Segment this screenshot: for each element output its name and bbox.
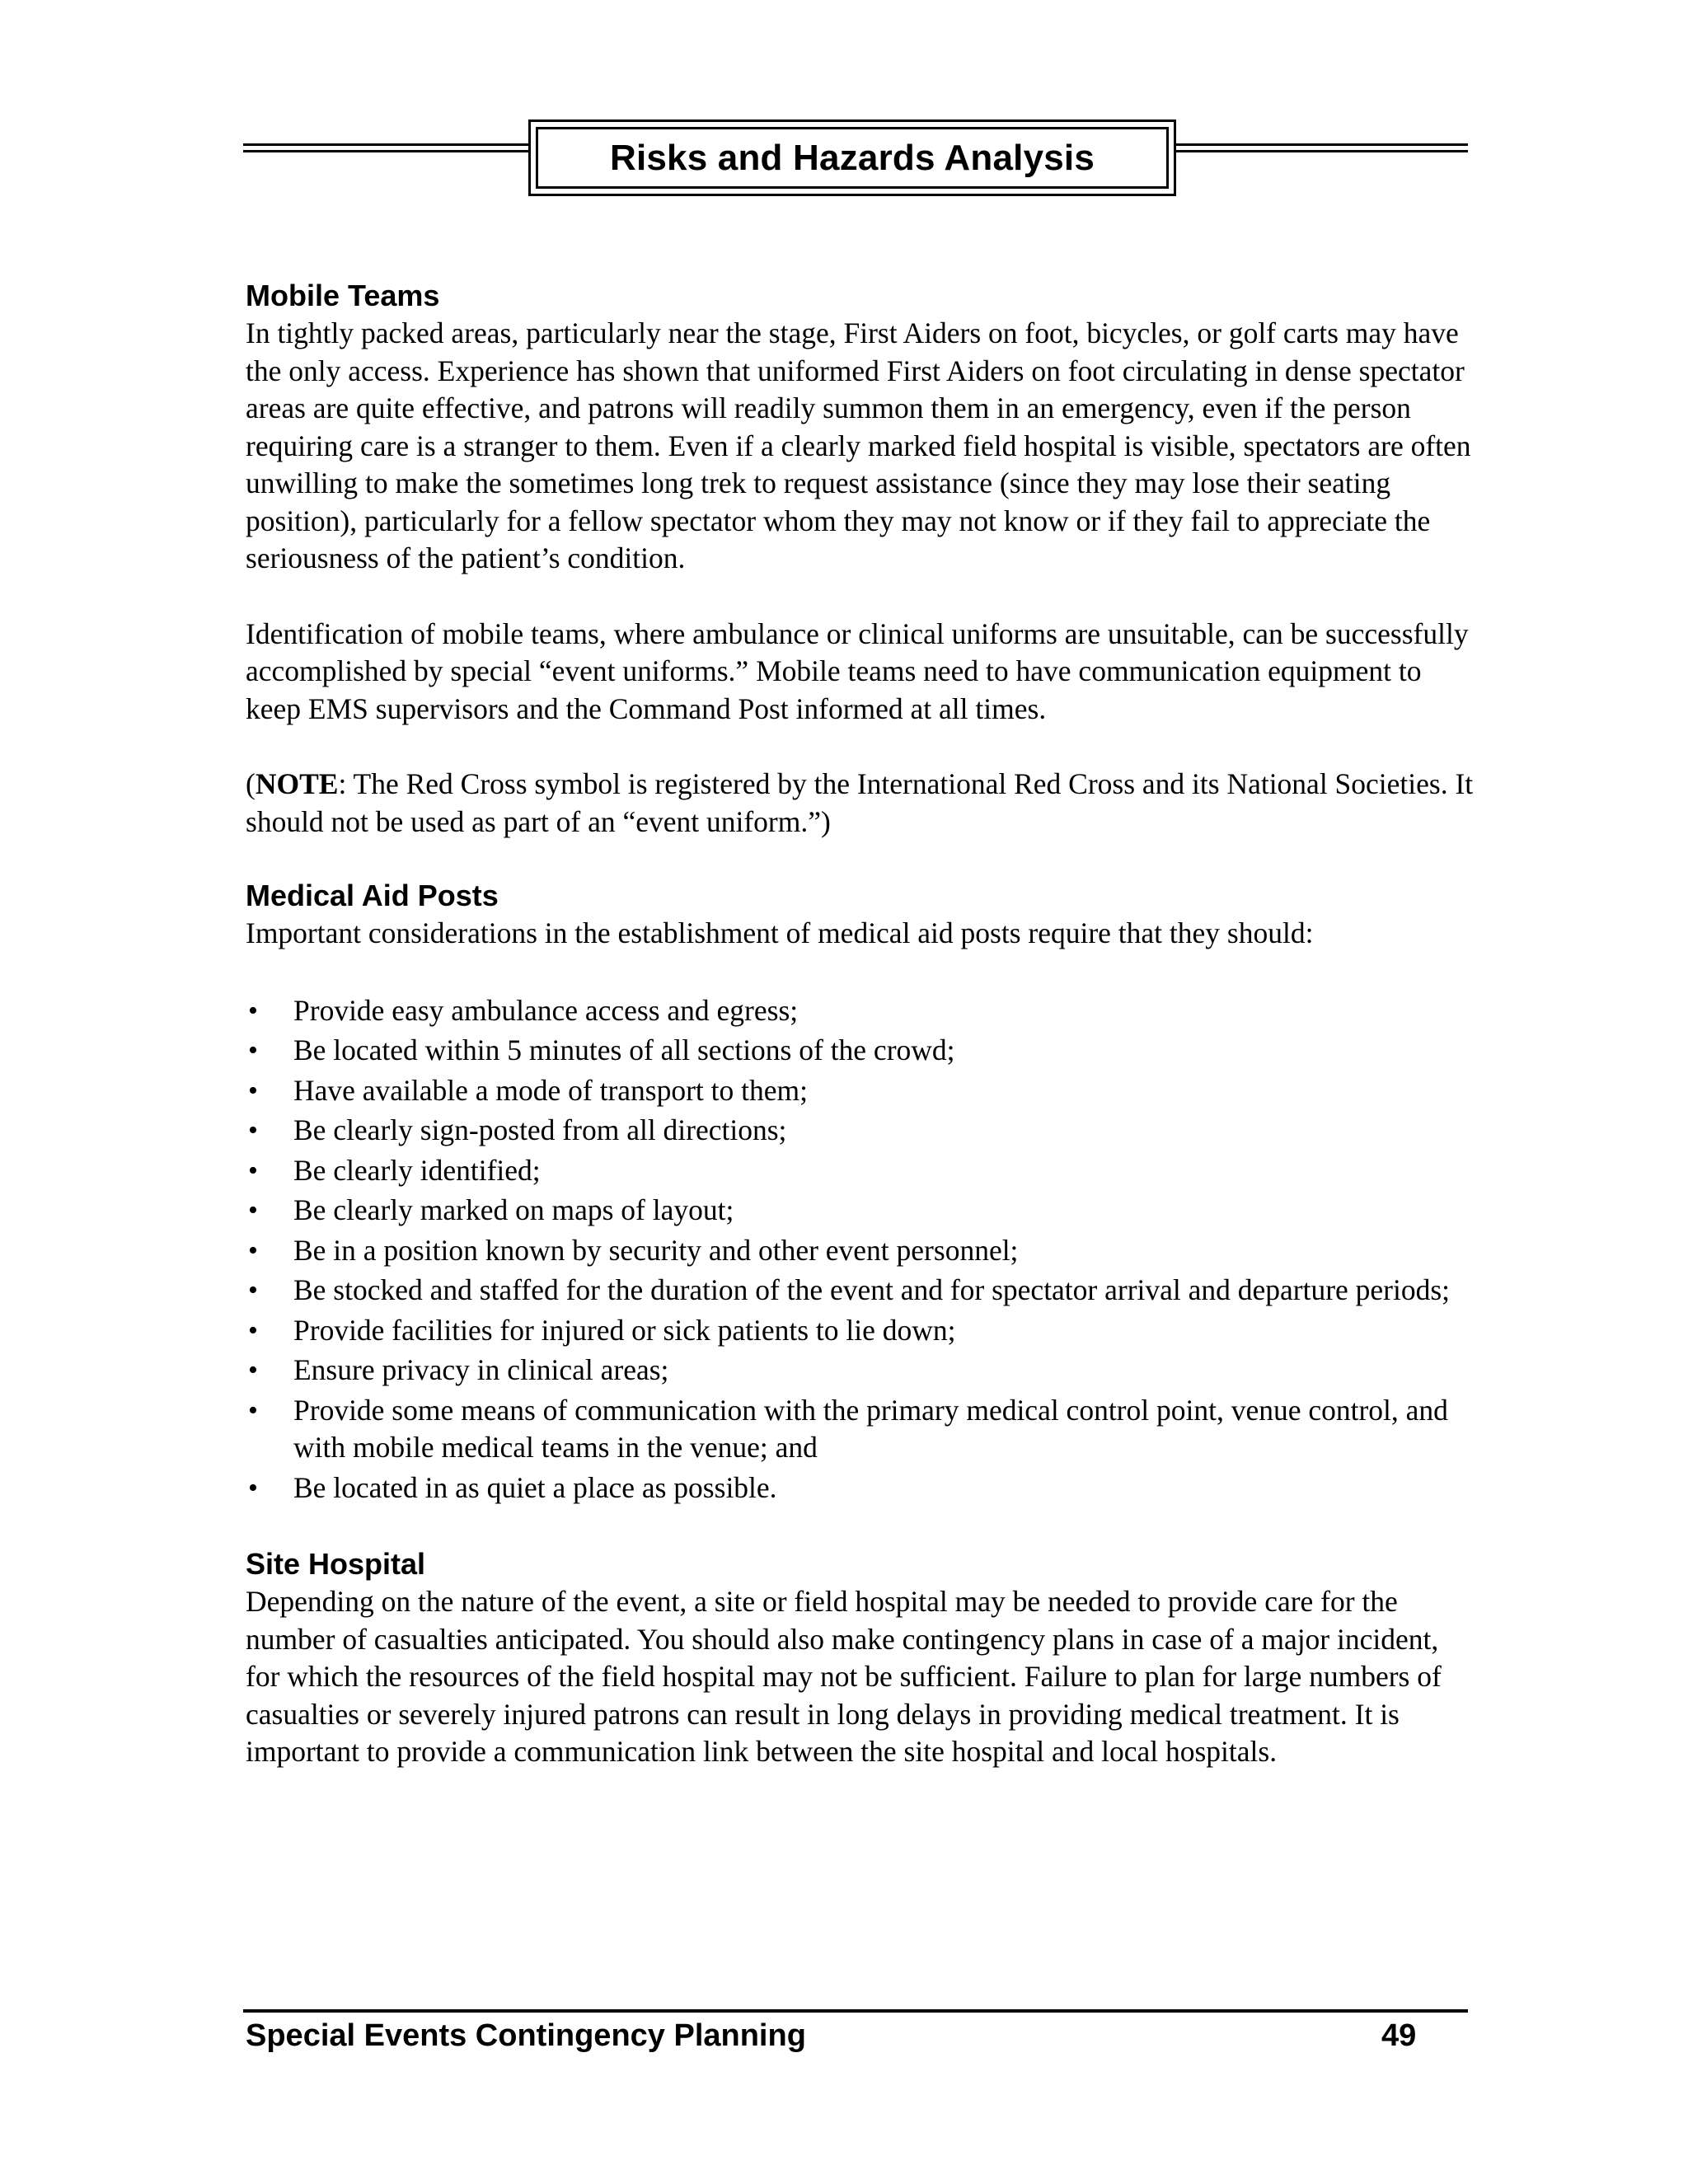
list-item-text: Be clearly sign-posted from all directions; bbox=[293, 1113, 787, 1146]
list-item-text: Be located in as quiet a place as possible. bbox=[293, 1470, 777, 1504]
note-open-paren: ( bbox=[246, 767, 256, 800]
list-item-text: Provide some means of communication with the primary medical control point, venue control, and with mobile medical teams in the venue; and bbox=[293, 1393, 1448, 1464]
paragraph-mobile-teams-1: In tightly packed areas, particularly near the stage, First Aiders on foot, bicycles, or golf carts may have the only access. Experience has shown that uniformed First Aiders on foot circulating in dense spectator areas are quite effective, and patrons will readily summon them in an emergency, even if the person requiring care is a stranger to them. Even if a clearly marked field hospital is visible, spectators are often unwilling to make the sometimes long trek to request assistance (since they may lose their seating position), particularly for a fellow spectator whom they may not know or if they fail to appreciate the seriousness of the patient’s condition. bbox=[246, 316, 1471, 574]
footer-rule bbox=[243, 2009, 1468, 2013]
paragraph-medical-aid-intro: Important considerations in the establishment of medical aid posts require that they should: bbox=[246, 916, 1314, 949]
bullet-icon: • bbox=[248, 1394, 258, 1426]
note-paragraph bbox=[246, 766, 1474, 841]
bullet-icon: • bbox=[248, 1275, 258, 1305]
bullet-icon: • bbox=[248, 1315, 258, 1346]
section-heading-site-hospital: Site Hospital bbox=[246, 1547, 426, 1581]
bullet-icon: • bbox=[248, 1155, 258, 1186]
title-rule-right bbox=[1175, 143, 1468, 152]
list-item bbox=[246, 1072, 1474, 1110]
paragraph-site-hospital: Depending on the nature of the event, a site or field hospital may be needed to provide care for the number of casualties anticipated. You should also make contingency plans in case of a major incident, for which the resources of the field hospital may not be sufficient. Failure to plan for large numbers of casualties or severely injured patrons can result in long delays in providing medical treatment. It is important to provide a communication link between the site hospital and local hospitals. bbox=[246, 1585, 1442, 1768]
bullet-icon: • bbox=[248, 995, 258, 1026]
list-item-text: Be clearly identified; bbox=[293, 1153, 541, 1187]
list-item bbox=[246, 1272, 1474, 1310]
list-item-text: Have available a mode of transport to them; bbox=[293, 1073, 808, 1107]
list-item-text: Provide easy ambulance access and egress; bbox=[293, 993, 799, 1027]
page-content bbox=[246, 277, 1474, 1771]
section-heading-mobile-teams: Mobile Teams bbox=[246, 279, 440, 312]
bullet-icon: • bbox=[248, 1195, 258, 1226]
paragraph-mobile-teams-2: Identification of mobile teams, where ambulance or clinical uniforms are unsuitable, can be successfully accomplished by special “event uniforms.” Mobile teams need to have communication equipment to keep EMS supervisors and the Command Post informed at all times. bbox=[246, 616, 1469, 725]
list-item-text: Be located within 5 minutes of all sections of the crowd; bbox=[293, 1033, 955, 1066]
bullet-icon: • bbox=[248, 1235, 258, 1266]
note-label: NOTE bbox=[255, 767, 339, 800]
bullet-icon: • bbox=[248, 1075, 258, 1106]
list-item-text: Be stocked and staffed for the duration of the event and for spectator arrival and departure periods; bbox=[293, 1273, 1451, 1306]
page-number: 49 bbox=[1381, 2018, 1417, 2053]
bullet-list-medical-aid-posts bbox=[246, 992, 1474, 1507]
list-item bbox=[246, 1032, 1474, 1070]
list-item bbox=[246, 1312, 1474, 1350]
bullet-icon: • bbox=[248, 1035, 258, 1066]
title-rule-left bbox=[243, 143, 529, 152]
list-item bbox=[246, 1112, 1474, 1150]
list-item bbox=[246, 992, 1474, 1030]
list-item bbox=[246, 1469, 1474, 1507]
page-title: Risks and Hazards Analysis bbox=[609, 137, 1095, 178]
list-item bbox=[246, 1152, 1474, 1190]
list-item-text: Provide facilities for injured or sick patients to lie down; bbox=[293, 1313, 956, 1347]
list-item bbox=[246, 1392, 1474, 1467]
title-banner-inner bbox=[536, 127, 1169, 189]
list-item-text: Ensure privacy in clinical areas; bbox=[293, 1353, 669, 1386]
section-heading-medical-aid-posts: Medical Aid Posts bbox=[246, 879, 499, 912]
title-banner bbox=[528, 120, 1176, 196]
footer-document-title: Special Events Contingency Planning bbox=[246, 2018, 806, 2053]
list-item-text: Be in a position known by security and other event personnel; bbox=[293, 1233, 1019, 1267]
bullet-icon: • bbox=[248, 1472, 258, 1503]
bullet-icon: • bbox=[248, 1355, 258, 1385]
note-text: : The Red Cross symbol is registered by the International Red Cross and its National Societies. It should not be used as part of an “event uniform.”) bbox=[246, 767, 1474, 838]
list-item bbox=[246, 1352, 1474, 1390]
bullet-icon: • bbox=[248, 1115, 258, 1146]
list-item bbox=[246, 1232, 1474, 1270]
list-item-text: Be clearly marked on maps of layout; bbox=[293, 1193, 734, 1226]
list-item bbox=[246, 1192, 1474, 1230]
